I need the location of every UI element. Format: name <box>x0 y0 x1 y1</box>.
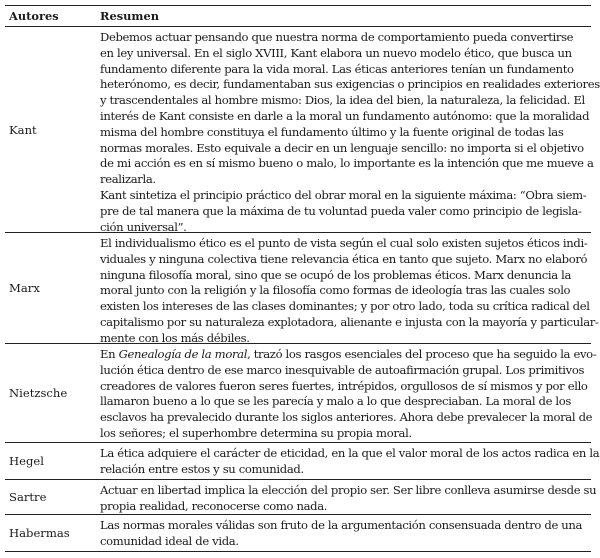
summary-line: lución ética dentro de ese marco inesquivable de autoafirmación grupal. Los primitivos <box>100 362 585 377</box>
header-authors: Autores <box>9 9 59 23</box>
author-cell: Marx <box>9 281 40 295</box>
author-cell: Hegel <box>9 454 44 468</box>
author-cell: Kant <box>9 122 37 137</box>
summary-line: normas morales. Esto equivale a decir en un lenguaje sencillo: no importa si el objetivo <box>100 140 584 155</box>
summary-line: pre de tal manera que la máxima de tu voluntad pueda valer como principio de legisla- <box>100 203 582 218</box>
table-row-sartre <box>5 480 597 515</box>
table-row-kant <box>5 27 600 234</box>
author-cell: Nietzsche <box>9 386 68 400</box>
authors-summary-table <box>5 5 600 552</box>
table-row-nietzsche <box>5 344 597 443</box>
summary-line: esclavos ha prevalecido durante los siglos anteriores. Ahora debe prevalecer la moral de <box>100 410 593 425</box>
summary-text: , trazó los rasgos esenciales del proceso que ha seguido la evo- <box>247 347 597 361</box>
summary-line: El individualismo ético es el punto de vista según el cual solo existen sujetos éticos indi- <box>100 236 588 250</box>
summary-line: capitalismo por su naturaleza explotadora, alienante e injusta con la mayoría y particular- <box>100 314 599 329</box>
table-row-marx <box>5 233 599 345</box>
summary-line: ción universal”. <box>100 219 187 234</box>
summary-line: misma del hombre constituya el fundamento último y la fuente original de todas las <box>100 124 564 139</box>
summary-line: Debemos actuar pensando que nuestra norma de comportamiento pueda convertirse <box>100 30 574 44</box>
summary-cell <box>100 344 596 442</box>
summary-line: Actuar en libertad implica la elección del propio ser. Ser libre conlleva asumirse desde su <box>100 483 597 497</box>
book-title: Genealogía de la moral <box>118 347 248 361</box>
table-header-row <box>5 6 591 27</box>
summary-line: viduales y ninguna colectiva tiene relevancia ética en tanto que sujeto. Marx no elaboró <box>100 251 588 266</box>
summary-cell <box>100 443 599 479</box>
table-row-hegel <box>5 443 600 480</box>
summary-line: interés de Kant consiste en darle a la moral un fundamento autónomo: que la moralidad <box>100 108 590 123</box>
summary-line: en ley universal. En el siglo XVIII, Kant elabora un nuevo modelo ético, que busca un <box>100 45 572 60</box>
summary-line: Kant sintetiza el principio práctico del obrar moral en la siguiente máxima: “Obra siem- <box>100 187 587 202</box>
summary-line: llamaron bueno a lo que se les parecía y malo a lo que despreciaban. La moral de los <box>100 394 572 409</box>
summary-cell <box>100 480 596 514</box>
summary-line <box>100 347 596 363</box>
summary-line: Las normas morales válidas son fruto de la argumentación consensuada dentro de una <box>100 518 583 532</box>
summary-line: existen los intereses de las clases dominantes; y por otro lado, toda su crítica radical del <box>100 299 590 314</box>
summary-text: En <box>100 347 119 361</box>
summary-line: fundamento diferente para la vida moral. Las éticas anteriores tenían un fundamento <box>100 61 574 76</box>
summary-line: de mi acción es en sí mismo bueno o malo, lo importante es la intención que me mueve a <box>100 156 594 171</box>
summary-line: relación entre estos y su comunidad. <box>100 461 304 476</box>
summary-line: La ética adquiere el carácter de eticidad, en la que el valor moral de los actos radica en la <box>100 446 600 460</box>
summary-line: mente con los más débiles. <box>100 330 250 345</box>
summary-line: ninguna filosofía moral, sino que se ocupó de los problemas éticos. Marx denuncia la <box>100 267 572 282</box>
header-summary: Resumen <box>100 9 159 23</box>
summary-line: comunidad ideal de vida. <box>100 533 239 548</box>
summary-line: y trascendentales al hombre mismo: Dios, la idea del bien, la naturaleza, la felicidad. El <box>100 93 585 108</box>
summary-line: realizarla. <box>100 172 156 187</box>
summary-cell <box>100 233 599 343</box>
author-cell: Habermas <box>9 526 70 540</box>
author-cell: Sartre <box>9 490 47 504</box>
summary-cell <box>100 515 591 551</box>
summary-line: propia realidad, reconocerse como nada. <box>100 498 328 513</box>
summary-cell <box>100 27 600 232</box>
summary-line: los señores; el superhombre determina su propia moral. <box>100 425 412 440</box>
table-row-habermas <box>5 515 591 551</box>
summary-line: heterónomo, es decir, fundamentaban sus exigencias o principios en realidades exteriores <box>100 77 600 92</box>
summary-line: creadores de valores fueron seres fuertes, intrépidos, orgullosos de sí mismos y por ello <box>100 378 588 393</box>
summary-line: moral junto con la religión y la filosofía como formas de ideología tras las cuales solo <box>100 283 571 298</box>
